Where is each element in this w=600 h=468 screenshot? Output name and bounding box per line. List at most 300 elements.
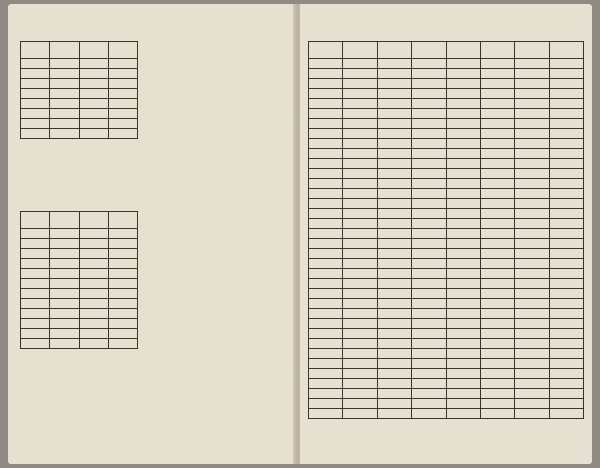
table-cell — [309, 389, 343, 399]
table-cell — [412, 359, 446, 369]
table-cell — [412, 379, 446, 389]
table-cell — [446, 209, 480, 219]
special-table-subtitle — [20, 199, 138, 211]
table-cell — [21, 229, 50, 239]
table-row — [309, 239, 584, 249]
table-cell — [412, 259, 446, 269]
table-row — [309, 389, 584, 399]
table-cell — [309, 119, 343, 129]
table-cell — [480, 99, 514, 109]
table-cell — [309, 59, 343, 69]
table-cell — [446, 399, 480, 409]
table-cell — [549, 269, 583, 279]
table-cell — [108, 339, 137, 349]
table-cell — [377, 189, 411, 199]
table-cell — [108, 289, 137, 299]
table-cell — [446, 359, 480, 369]
column-header — [515, 42, 549, 59]
table-cell — [377, 209, 411, 219]
table-cell — [446, 79, 480, 89]
table-cell — [515, 399, 549, 409]
table-cell — [50, 99, 79, 109]
table-cell — [50, 299, 79, 309]
table-cell — [377, 159, 411, 169]
table-cell — [309, 249, 343, 259]
table-cell — [343, 149, 377, 159]
table-cell — [377, 319, 411, 329]
table-row — [309, 139, 584, 149]
table-cell — [549, 249, 583, 259]
table-cell — [79, 239, 108, 249]
table-row — [309, 149, 584, 159]
table-cell — [21, 299, 50, 309]
table-cell — [21, 129, 50, 139]
table-cell — [480, 309, 514, 319]
table-cell — [446, 269, 480, 279]
table-cell — [515, 409, 549, 419]
table-cell — [21, 79, 50, 89]
table-cell — [377, 279, 411, 289]
table-cell — [309, 79, 343, 89]
table-cell — [446, 109, 480, 119]
table-cell — [21, 69, 50, 79]
table-cell — [343, 249, 377, 259]
table-cell — [309, 129, 343, 139]
table-cell — [309, 279, 343, 289]
table-row — [21, 279, 138, 289]
column-header — [343, 42, 377, 59]
table-cell — [412, 109, 446, 119]
table-cell — [343, 169, 377, 179]
table-cell — [412, 319, 446, 329]
table-cell — [309, 309, 343, 319]
table-row — [21, 119, 138, 129]
table-cell — [515, 219, 549, 229]
table-row — [21, 109, 138, 119]
table-cell — [549, 129, 583, 139]
table-cell — [549, 379, 583, 389]
table-cell — [412, 149, 446, 159]
table-row — [309, 259, 584, 269]
special-bank-offices-block — [20, 184, 138, 349]
column-header — [309, 42, 343, 59]
table-cell — [515, 389, 549, 399]
table-row — [309, 209, 584, 219]
table-row — [309, 299, 584, 309]
table-cell — [446, 349, 480, 359]
table-cell — [549, 179, 583, 189]
table-row — [309, 279, 584, 289]
table-row — [21, 129, 138, 139]
table-row — [21, 289, 138, 299]
table-cell — [377, 109, 411, 119]
table-cell — [343, 299, 377, 309]
table-row — [309, 69, 584, 79]
table-cell — [412, 239, 446, 249]
header-row — [309, 42, 584, 59]
table-cell — [79, 319, 108, 329]
table-row — [309, 89, 584, 99]
table-cell — [446, 319, 480, 329]
table-cell — [79, 339, 108, 349]
table-row — [21, 319, 138, 329]
table-cell — [79, 229, 108, 239]
table-cell — [377, 69, 411, 79]
table-cell — [515, 129, 549, 139]
table-cell — [515, 339, 549, 349]
table-cell — [515, 149, 549, 159]
ordinary-table-title — [308, 14, 584, 29]
table-cell — [343, 279, 377, 289]
table-cell — [21, 109, 50, 119]
table-cell — [515, 269, 549, 279]
table-cell — [446, 189, 480, 199]
table-row — [309, 169, 584, 179]
table-cell — [480, 79, 514, 89]
table-cell — [446, 139, 480, 149]
column-header — [79, 42, 108, 59]
table-cell — [108, 119, 137, 129]
table-row — [309, 309, 584, 319]
national-table — [20, 41, 138, 139]
table-cell — [412, 289, 446, 299]
table-cell — [549, 229, 583, 239]
table-cell — [480, 279, 514, 289]
table-cell — [343, 229, 377, 239]
table-cell — [309, 299, 343, 309]
table-row — [309, 129, 584, 139]
table-cell — [412, 399, 446, 409]
table-cell — [377, 339, 411, 349]
table-cell — [549, 279, 583, 289]
table-row — [21, 229, 138, 239]
table-cell — [343, 319, 377, 329]
table-cell — [343, 389, 377, 399]
table-cell — [412, 249, 446, 259]
left-page — [8, 4, 296, 464]
table-row — [309, 349, 584, 359]
table-cell — [549, 119, 583, 129]
table-row — [21, 309, 138, 319]
table-cell — [549, 289, 583, 299]
table-cell — [377, 129, 411, 139]
table-cell — [480, 409, 514, 419]
table-cell — [108, 329, 137, 339]
table-cell — [21, 319, 50, 329]
table-cell — [108, 79, 137, 89]
table-cell — [412, 339, 446, 349]
table-cell — [79, 309, 108, 319]
table-cell — [309, 199, 343, 209]
table-cell — [377, 399, 411, 409]
table-cell — [309, 99, 343, 109]
table-cell — [515, 119, 549, 129]
table-cell — [549, 349, 583, 359]
table-cell — [377, 269, 411, 279]
table-cell — [549, 209, 583, 219]
table-cell — [515, 309, 549, 319]
table-cell — [377, 199, 411, 209]
table-cell — [343, 409, 377, 419]
table-cell — [412, 89, 446, 99]
table-cell — [21, 119, 50, 129]
table-cell — [50, 329, 79, 339]
table-cell — [309, 109, 343, 119]
table-cell — [108, 299, 137, 309]
table-cell — [446, 169, 480, 179]
table-cell — [515, 59, 549, 69]
table-cell — [108, 249, 137, 259]
table-row — [309, 399, 584, 409]
table-row — [309, 189, 584, 199]
table-cell — [446, 259, 480, 269]
table-cell — [343, 349, 377, 359]
table-cell — [79, 249, 108, 259]
table-cell — [50, 309, 79, 319]
table-cell — [108, 89, 137, 99]
table-cell — [50, 229, 79, 239]
right-page — [300, 4, 592, 464]
table-cell — [79, 329, 108, 339]
column-header — [108, 212, 137, 229]
table-cell — [343, 199, 377, 209]
table-cell — [515, 259, 549, 269]
table-cell — [343, 239, 377, 249]
table-cell — [549, 219, 583, 229]
table-cell — [446, 339, 480, 349]
table-cell — [515, 169, 549, 179]
table-cell — [343, 359, 377, 369]
table-cell — [549, 399, 583, 409]
table-cell — [343, 179, 377, 189]
table-cell — [343, 69, 377, 79]
table-cell — [309, 209, 343, 219]
table-cell — [412, 229, 446, 239]
column-header — [108, 42, 137, 59]
column-header — [50, 212, 79, 229]
table-cell — [480, 319, 514, 329]
table-cell — [50, 119, 79, 129]
table-cell — [549, 409, 583, 419]
table-cell — [480, 339, 514, 349]
table-cell — [515, 89, 549, 99]
table-cell — [549, 309, 583, 319]
table-cell — [377, 369, 411, 379]
table-cell — [412, 59, 446, 69]
table-cell — [108, 229, 137, 239]
table-cell — [412, 159, 446, 169]
table-cell — [21, 329, 50, 339]
table-cell — [480, 189, 514, 199]
table-row — [309, 79, 584, 89]
table-row — [21, 249, 138, 259]
table-cell — [343, 209, 377, 219]
table-cell — [549, 329, 583, 339]
table-cell — [108, 259, 137, 269]
table-cell — [79, 99, 108, 109]
table-cell — [480, 109, 514, 119]
table-cell — [108, 309, 137, 319]
column-header — [21, 212, 50, 229]
table-cell — [549, 239, 583, 249]
table-cell — [515, 239, 549, 249]
table-cell — [343, 339, 377, 349]
table-cell — [108, 239, 137, 249]
table-cell — [343, 289, 377, 299]
table-cell — [343, 79, 377, 89]
table-cell — [549, 299, 583, 309]
table-cell — [50, 79, 79, 89]
header-row — [21, 212, 138, 229]
table-cell — [549, 109, 583, 119]
table-cell — [309, 89, 343, 99]
table-cell — [515, 199, 549, 209]
table-cell — [79, 59, 108, 69]
table-cell — [50, 259, 79, 269]
table-cell — [515, 249, 549, 259]
table-cell — [309, 229, 343, 239]
table-cell — [446, 299, 480, 309]
table-cell — [480, 299, 514, 309]
table-cell — [377, 309, 411, 319]
table-cell — [446, 199, 480, 209]
table-cell — [377, 169, 411, 179]
table-row — [21, 259, 138, 269]
table-cell — [79, 109, 108, 119]
table-cell — [480, 389, 514, 399]
table-row — [21, 299, 138, 309]
column-header — [480, 42, 514, 59]
table-row — [21, 269, 138, 279]
table-cell — [343, 59, 377, 69]
table-cell — [549, 319, 583, 329]
table-cell — [515, 359, 549, 369]
table-cell — [309, 259, 343, 269]
table-cell — [515, 299, 549, 309]
table-cell — [515, 109, 549, 119]
table-cell — [515, 319, 549, 329]
table-cell — [412, 389, 446, 399]
table-cell — [343, 189, 377, 199]
table-cell — [549, 59, 583, 69]
table-row — [309, 289, 584, 299]
table-cell — [309, 319, 343, 329]
table-cell — [21, 309, 50, 319]
table-cell — [309, 189, 343, 199]
table-cell — [50, 129, 79, 139]
table-cell — [50, 109, 79, 119]
table-row — [309, 119, 584, 129]
ordinary-table-subtitle — [308, 29, 584, 41]
table-cell — [446, 369, 480, 379]
table-cell — [446, 309, 480, 319]
table-cell — [480, 239, 514, 249]
table-cell — [412, 99, 446, 109]
table-cell — [480, 89, 514, 99]
table-cell — [21, 269, 50, 279]
table-cell — [343, 369, 377, 379]
table-cell — [21, 259, 50, 269]
table-cell — [377, 139, 411, 149]
table-cell — [79, 289, 108, 299]
table-cell — [549, 259, 583, 269]
table-cell — [309, 149, 343, 159]
table-cell — [549, 99, 583, 109]
table-cell — [412, 119, 446, 129]
table-cell — [108, 279, 137, 289]
table-row — [309, 229, 584, 239]
table-cell — [377, 349, 411, 359]
header-row — [21, 42, 138, 59]
table-cell — [480, 179, 514, 189]
table-cell — [480, 359, 514, 369]
table-cell — [412, 69, 446, 79]
table-cell — [309, 179, 343, 189]
table-cell — [343, 379, 377, 389]
table-cell — [343, 259, 377, 269]
table-cell — [377, 239, 411, 249]
table-cell — [343, 129, 377, 139]
national-bank-offices-block — [20, 14, 138, 139]
table-cell — [515, 349, 549, 359]
table-row — [309, 409, 584, 419]
table-cell — [480, 129, 514, 139]
table-cell — [377, 99, 411, 109]
table-cell — [549, 159, 583, 169]
table-cell — [21, 99, 50, 109]
table-cell — [50, 69, 79, 79]
table-cell — [480, 169, 514, 179]
table-cell — [446, 289, 480, 299]
table-row — [21, 99, 138, 109]
table-row — [309, 269, 584, 279]
table-cell — [343, 119, 377, 129]
table-cell — [79, 259, 108, 269]
table-cell — [79, 269, 108, 279]
table-cell — [412, 189, 446, 199]
table-cell — [377, 299, 411, 309]
table-cell — [446, 159, 480, 169]
table-cell — [343, 309, 377, 319]
table-cell — [21, 239, 50, 249]
table-cell — [309, 169, 343, 179]
table-row — [309, 249, 584, 259]
table-cell — [412, 309, 446, 319]
table-cell — [480, 209, 514, 219]
table-cell — [480, 139, 514, 149]
table-cell — [309, 159, 343, 169]
table-cell — [309, 69, 343, 79]
table-cell — [480, 249, 514, 259]
table-cell — [549, 139, 583, 149]
table-cell — [480, 379, 514, 389]
table-cell — [480, 329, 514, 339]
table-cell — [549, 189, 583, 199]
table-cell — [309, 239, 343, 249]
table-cell — [515, 179, 549, 189]
table-cell — [309, 329, 343, 339]
table-cell — [377, 359, 411, 369]
table-cell — [446, 89, 480, 99]
table-cell — [515, 369, 549, 379]
ordinary-table — [308, 41, 584, 419]
table-cell — [343, 399, 377, 409]
table-cell — [549, 369, 583, 379]
table-cell — [343, 109, 377, 119]
table-cell — [108, 319, 137, 329]
table-cell — [412, 409, 446, 419]
table-cell — [79, 299, 108, 309]
